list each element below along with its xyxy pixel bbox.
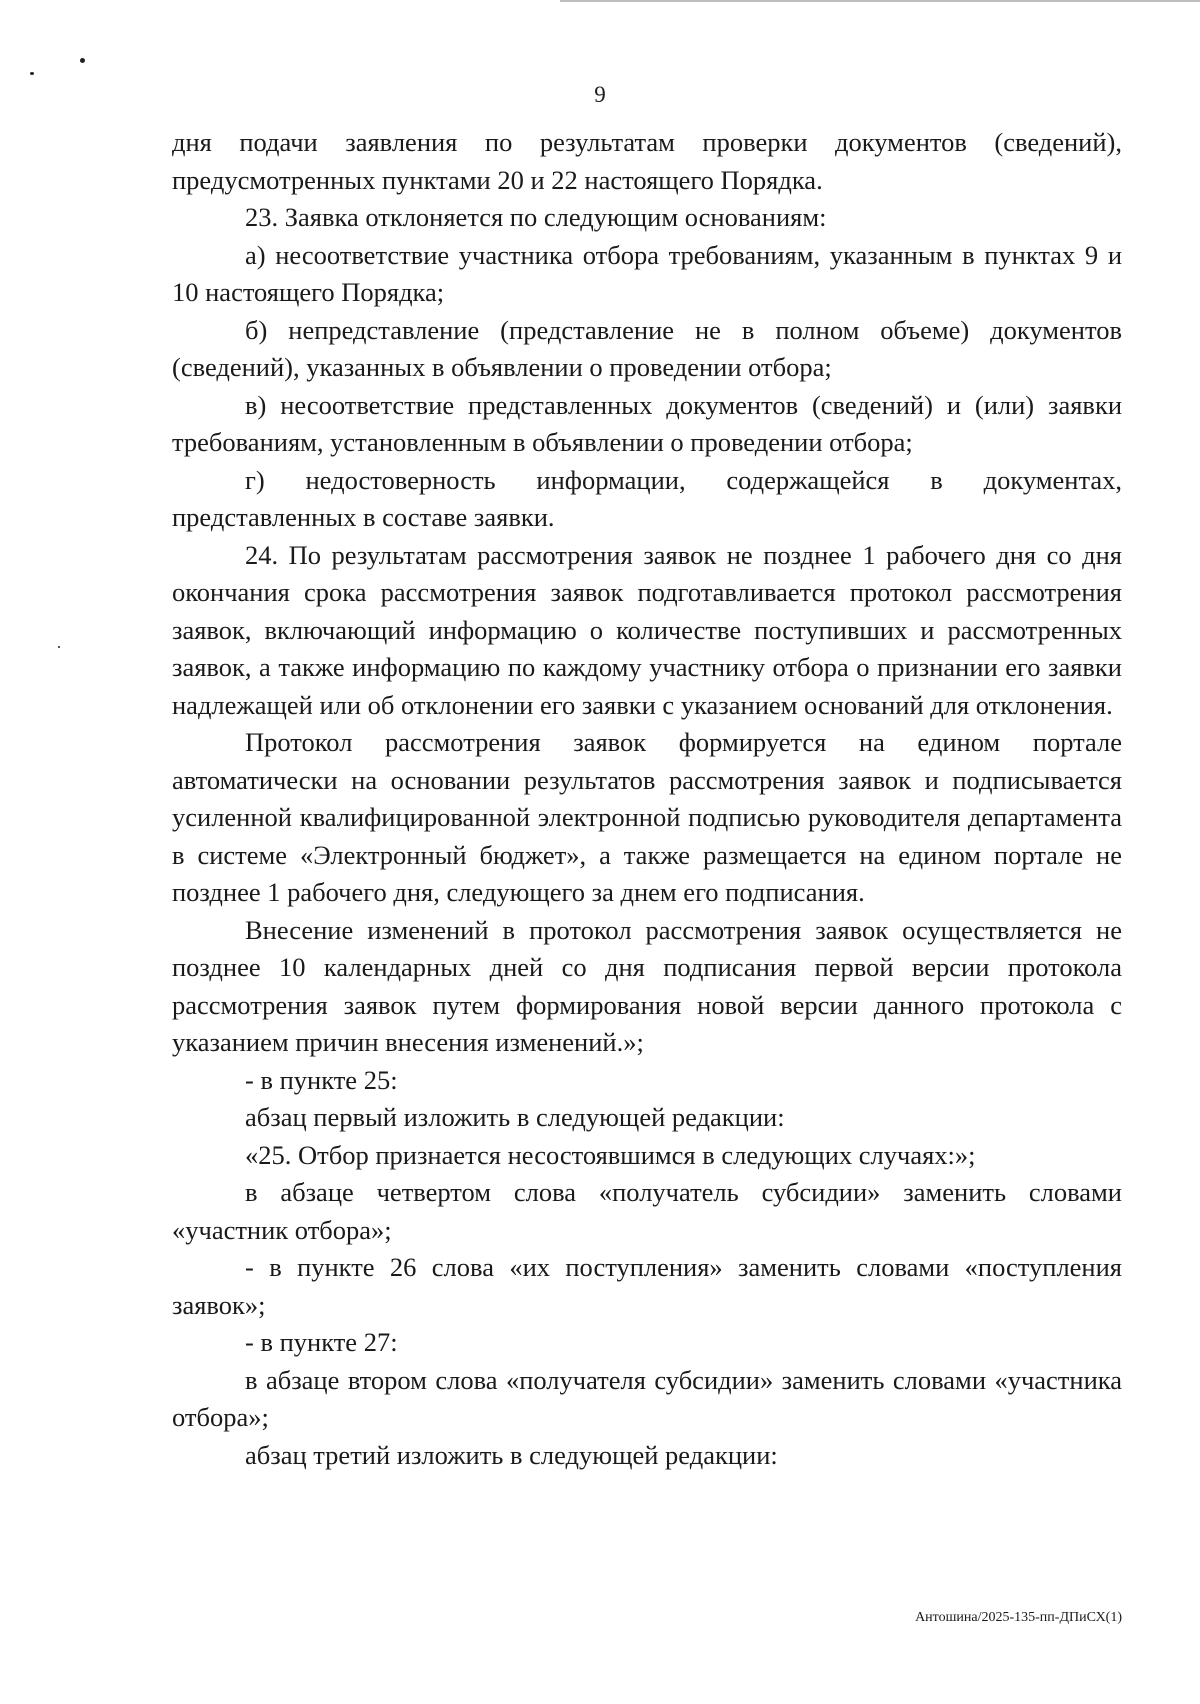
paragraph: в абзаце четвертом слова «получатель субсидии» заменить словами «участник отбора»; xyxy=(172,1177,1122,1245)
paragraph: - в пункте 25: xyxy=(245,1064,398,1095)
scan-edge-line xyxy=(560,0,1200,2)
paragraph: в абзаце втором слова «получателя субсидии» заменить словами «участника отбора»; xyxy=(172,1364,1122,1432)
paragraph: - в пункте 27: xyxy=(245,1327,398,1357)
document-body xyxy=(172,124,1122,1474)
paragraph: Внесение изменений в протокол рассмотрения заявок осуществляется не позднее 10 календарных дней со дня подписания первой версии протокола рассмотрения заявок путем формирования новой версии данного протокола с указанием причин внесения изменений.»; xyxy=(172,914,1122,1057)
paragraph: а) несоответствие участника отбора требованиям, указанным в пунктах 9 и 10 настоящего Порядка; xyxy=(172,239,1122,307)
paragraph: в) несоответствие представленных документов (сведений) и (или) заявки требованиям, установленным в объявлении о проведении отбора; xyxy=(172,389,1122,457)
scan-speck xyxy=(80,58,85,63)
paragraph: б) непредставление (представление не в полном объеме) документов (сведений), указанных в объявлении о проведении отбора; xyxy=(172,314,1122,382)
paragraph: дня подачи заявления по результатам проверки документов (сведений), предусмотренных пунктами 20 и 22 настоящего Порядка. xyxy=(172,127,1122,195)
scan-speck xyxy=(30,72,34,75)
paragraph: 23. Заявка отклоняется по следующим основаниям: xyxy=(245,202,827,232)
page-number: 9 xyxy=(594,82,606,107)
paragraph: 24. По результатам рассмотрения заявок не позднее 1 рабочего дня со дня окончания срока рассмотрения заявок подготавливается протокол рассмотрения заявок, включающий информацию о количестве поступивших и рассмотренных заявок, а также информацию по каждому участнику отбора о признании его заявки надлежащей или об отклонении его заявки с указанием оснований для отклонения. xyxy=(172,539,1122,720)
paragraph: Протокол рассмотрения заявок формируется на едином портале автоматически на основании результатов рассмотрения заявок и подписывается усиленной квалифицированной электронной подписью руководителя департамента в системе «Электронный бюджет», а также размещается на едином портале не позднее 1 рабочего дня, следующего за днем его подписания. xyxy=(172,727,1122,907)
paragraph: - в пункте 26 слова «их поступления» заменить словами «поступления заявок»; xyxy=(172,1252,1122,1320)
paragraph: абзац третий изложить в следующей редакции: xyxy=(245,1439,778,1470)
paragraph: «25. Отбор признается несостоявшимся в следующих случаях:»; xyxy=(245,1139,976,1170)
document-code: Антошина/2025-135-пп-ДПиСХ(1) xyxy=(915,1610,1122,1625)
paragraph: г) недостоверность информации, содержащейся в документах, представленных в составе заявки. xyxy=(172,464,1122,532)
paragraph: абзац первый изложить в следующей редакции: xyxy=(245,1102,785,1132)
scan-speck xyxy=(58,646,60,648)
